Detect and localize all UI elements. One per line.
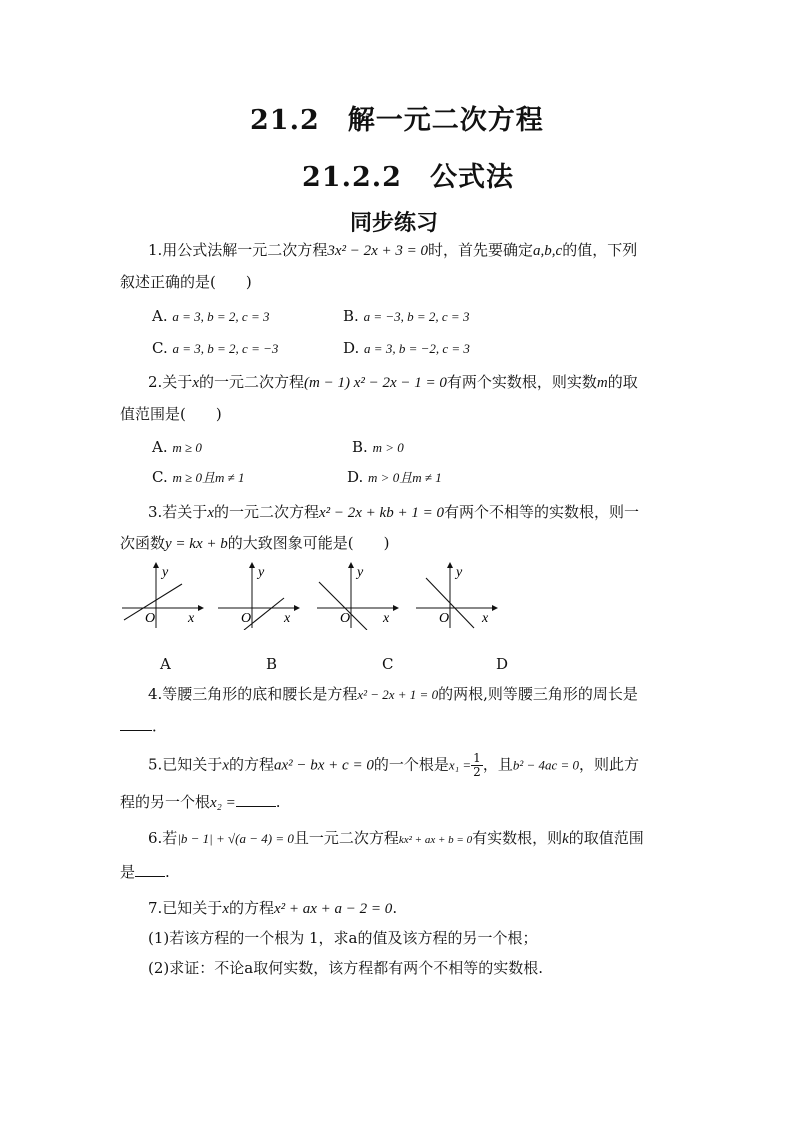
x-label: x	[482, 611, 489, 626]
q7-part1: (1)若该方程的一个根为 1，求a的值及该方程的另一个根；	[148, 929, 538, 947]
q3-stem-c: 有两个不相等的实数根，则一	[443, 503, 639, 521]
q5-stem-d: ，且	[482, 755, 513, 774]
q4-stem-b: 的两根,则等腰三角形的周长是	[438, 685, 638, 703]
q1-option-d-key: D.	[343, 339, 360, 357]
q5-condition: b² − 4ac = 0	[512, 757, 580, 773]
q5-fraction	[471, 752, 483, 779]
q2-option-c-key: C.	[152, 468, 168, 486]
q5-stem-b: 的方程	[228, 755, 274, 774]
q5-frac-den: 2	[473, 765, 481, 779]
q6-equation: kx² + ax + b = 0	[398, 834, 473, 846]
page-subtitle: 21.2.2 公式法	[302, 162, 514, 193]
q6-expression: |b − 1| + √(a − 4) = 0	[177, 831, 294, 846]
x-label: x	[188, 611, 195, 626]
q6-answer-blank[interactable]	[135, 862, 165, 877]
q3-graph-d	[412, 560, 498, 630]
q1-vars: a,b,c	[533, 243, 563, 259]
q5-answer-blank[interactable]	[236, 792, 276, 807]
q3-stem-line2	[120, 533, 389, 554]
q2-stem-line2: 值范围是( )	[120, 405, 222, 423]
q6-stem-b: 且一元二次方程	[293, 829, 399, 847]
q4-equation: x² − 2x + 1 = 0	[357, 687, 439, 702]
q3-graph-b	[214, 560, 300, 630]
q1-option-d-text: a = 3, b = −2, c = 3	[364, 341, 470, 356]
q6-stem	[148, 828, 644, 850]
q5-stem	[148, 752, 639, 779]
q1-option-a	[152, 306, 269, 327]
q5-equation: ax² − bx + c = 0	[274, 757, 374, 774]
q6-stem-d: 的取值范围	[568, 829, 644, 847]
q1-option-c	[152, 338, 278, 359]
q3-graph-c	[313, 560, 399, 630]
y-axis-arrow	[447, 562, 453, 568]
q1-option-b	[343, 306, 469, 327]
q2-stem	[148, 372, 638, 393]
q7-stem	[148, 898, 397, 919]
x-axis-arrow	[198, 605, 204, 611]
q2-option-d	[347, 467, 442, 488]
q2-var-x: x	[192, 375, 199, 391]
q3-equation: x² − 2x + kb + 1 = 0	[319, 505, 444, 521]
q2-stem-d: 的取	[607, 373, 638, 391]
q2-equation: (m − 1) x² − 2x − 1 = 0	[304, 375, 447, 391]
q4-stem-end: ．	[152, 717, 168, 735]
origin-label: O	[439, 611, 450, 626]
q7-equation: x² + ax + a − 2 = 0	[274, 901, 393, 917]
q5-stem-a: 5.已知关于	[148, 755, 223, 774]
q3-graph-label-b: B	[266, 655, 278, 673]
q6-var-k: k	[562, 831, 569, 847]
q2-option-c	[152, 467, 245, 488]
q1-stem-line2: 叙述正确的是( )	[120, 273, 252, 291]
q1-option-d	[343, 338, 470, 359]
q3-graph-label-a: A	[160, 655, 171, 673]
origin-label: O	[340, 611, 351, 626]
y-label: y	[456, 565, 463, 580]
q2-option-d-key: D.	[347, 468, 364, 486]
q6-stem-end: .	[165, 863, 170, 881]
q1-stem-c: 的值，下列	[562, 241, 638, 259]
q5-stem-e: ，则此方	[579, 755, 640, 774]
q1-option-b-text: a = −3, b = 2, c = 3	[363, 309, 470, 324]
q7-part2: (2)求证：不论a取何实数，该方程都有两个不相等的实数根.	[148, 959, 543, 977]
q2-option-b-key: B.	[352, 438, 368, 456]
y-label: y	[162, 565, 169, 580]
q3-graph-label-d: D	[496, 655, 509, 673]
q7-stem-end: .	[392, 899, 398, 917]
q4-answer-blank[interactable]	[120, 716, 152, 731]
origin-label: O	[241, 611, 252, 626]
q5-stem-line2	[120, 792, 281, 813]
q7-stem-a: 7.已知关于	[148, 899, 223, 917]
y-axis-arrow	[348, 562, 354, 568]
q2-option-b	[352, 437, 404, 458]
section-heading: 同步练习	[350, 210, 439, 236]
q3-stem	[148, 502, 639, 523]
q3-stem-b: 的一元二次方程	[213, 503, 319, 521]
y-axis-arrow	[249, 562, 255, 568]
x-label: x	[383, 611, 390, 626]
q5-stem-c: 的一个根是	[373, 755, 449, 774]
q1-stem-a: 1.用公式法解一元二次方程	[148, 241, 328, 259]
q2-option-a-text: m ≥ 0	[172, 440, 202, 455]
q3-linear-function: y = kx + b	[165, 536, 228, 552]
q6-stem-a: 6.若	[148, 829, 178, 847]
q5-stem-line2-text: 程的另一个根	[120, 793, 211, 811]
y-label: y	[357, 565, 364, 580]
q1-option-a-text: a = 3, b = 2, c = 3	[172, 309, 270, 324]
y-axis-arrow	[153, 562, 159, 568]
q2-stem-c: 有两个实数根，则实数	[446, 373, 597, 391]
origin-label: O	[145, 611, 156, 626]
q2-option-b-text: m > 0	[372, 440, 404, 455]
q6-stem-line2-text: 是	[120, 863, 136, 881]
q2-var-m: m	[596, 375, 608, 391]
q1-stem-b: 时，首先要确定	[428, 241, 534, 259]
q3-stem-line2b: 的大致图象可能是( )	[227, 534, 390, 552]
q5-stem-end: .	[275, 793, 281, 811]
q1-option-a-key: A.	[152, 307, 168, 325]
q1-stem	[148, 240, 637, 261]
q5-root-var: x₁ =	[448, 757, 472, 773]
q3-graph-label-c: C	[382, 655, 394, 673]
q5-var-x: x	[222, 757, 229, 774]
y-label: y	[258, 565, 265, 580]
x-axis-arrow	[294, 605, 300, 611]
q7-stem-b: 的方程	[228, 899, 274, 917]
q2-option-a	[152, 437, 202, 458]
page-title: 21.2 解一元二次方程	[250, 105, 544, 136]
q4-stem	[148, 684, 638, 705]
q3-graph-a	[118, 560, 204, 630]
q1-option-b-key: B.	[343, 307, 359, 325]
q2-stem-b: 的一元二次方程	[198, 373, 304, 391]
q3-var-x: x	[207, 505, 214, 521]
q5-x2: x₂ =	[210, 795, 236, 811]
q1-option-c-key: C.	[152, 339, 168, 357]
q6-stem-c: 有实数根，则	[472, 829, 563, 847]
q2-option-c-text: m ≥ 0且m ≠ 1	[172, 470, 245, 485]
q2-stem-a: 2.关于	[148, 373, 193, 391]
q1-option-c-text: a = 3, b = 2, c = −3	[172, 341, 279, 356]
x-axis-arrow	[393, 605, 399, 611]
x-axis-arrow	[492, 605, 498, 611]
q5-frac-num: 1	[473, 751, 481, 765]
q2-option-d-text: m > 0且m ≠ 1	[368, 470, 442, 485]
q4-stem-a: 4.等腰三角形的底和腰长是方程	[148, 685, 358, 703]
q2-option-a-key: A.	[152, 438, 168, 456]
q3-stem-line2a: 次函数	[120, 534, 166, 552]
q4-answer-line	[120, 716, 167, 736]
q3-stem-a: 3.若关于	[148, 503, 208, 521]
x-label: x	[284, 611, 291, 626]
q6-stem-line2	[120, 862, 170, 882]
q7-var-x: x	[222, 901, 229, 917]
q1-equation: 3x² − 2x + 3 = 0	[327, 243, 429, 259]
